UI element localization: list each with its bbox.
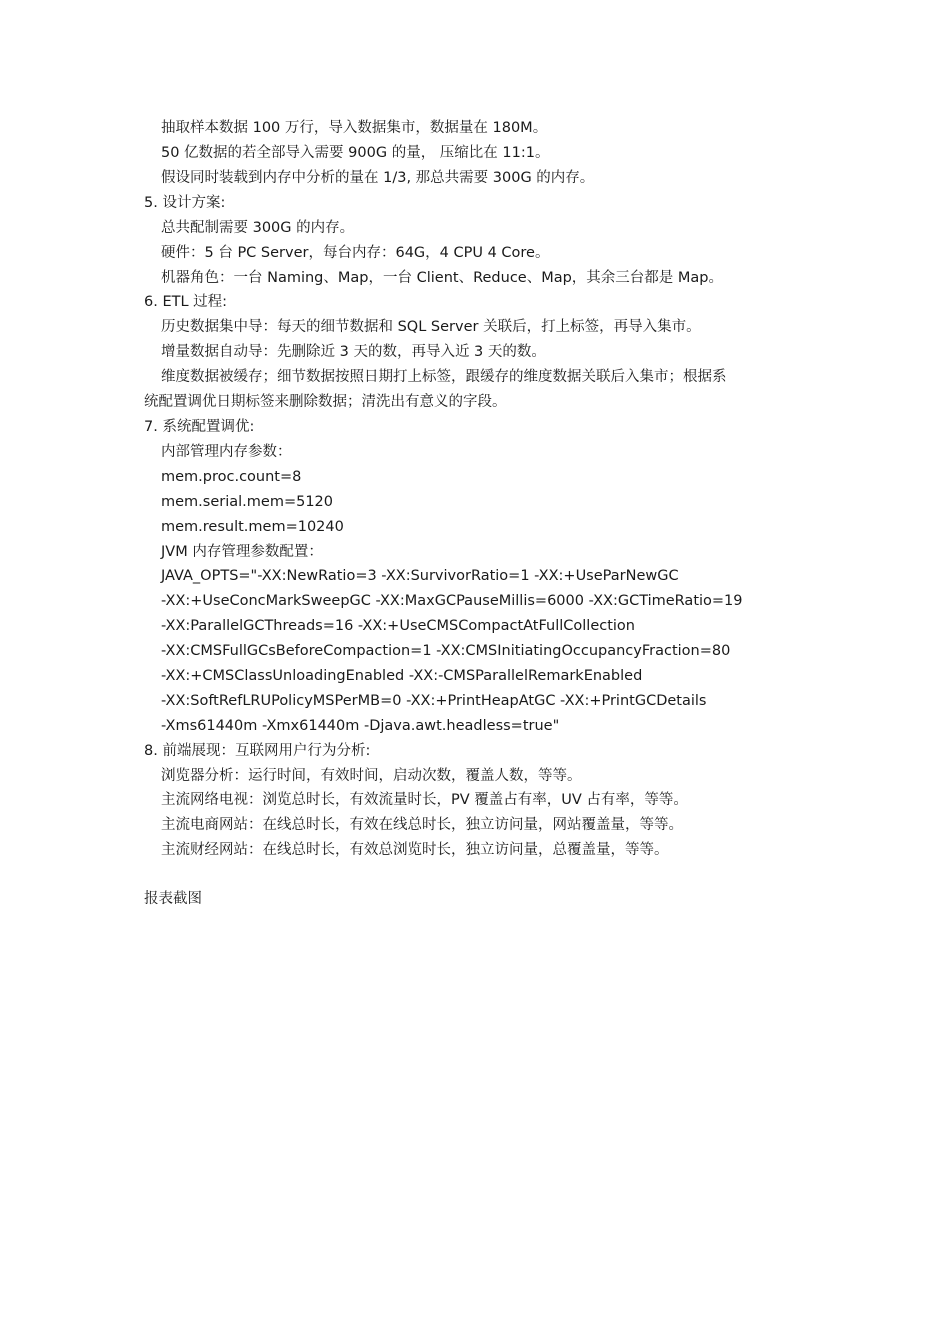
config-line: JAVA_OPTS="-XX:NewRatio=3 -XX:SurvivorRatio=1 -XX:+UseParNewGC [161, 568, 679, 584]
intro-line: 抽取样本数据 100 万行，导入数据集市，数据量在 180M。 [161, 120, 548, 136]
section-line: 主流电商网站：在线总时长，有效在线总时长，独立访问量，网站覆盖量，等等。 [161, 817, 683, 833]
section-line: 硬件：5 台 PC Server，每台内存：64G，4 CPU 4 Core。 [161, 245, 550, 261]
section-line: 机器角色：一台 Naming、Map，一台 Client、Reduce、Map，其余三台都是 Map。 [161, 270, 724, 286]
section-heading: 8. 前端展现：互联网用户行为分析: [144, 743, 371, 759]
config-line: -XX:ParallelGCThreads=16 -XX:+UseCMSCompactAtFullCollection [161, 618, 635, 634]
intro-line: 假设同时装载到内存中分析的量在 1/3, 那总共需要 300G 的内存。 [161, 170, 595, 186]
config-line: mem.proc.count=8 [161, 469, 302, 485]
config-line: -XX:SoftRefLRUPolicyMSPerMB=0 -XX:+PrintHeapAtGC -XX:+PrintGCDetails [161, 693, 707, 709]
section-line: 主流网络电视：浏览总时长，有效流量时长，PV 覆盖占有率，UV 占有率，等等。 [161, 792, 688, 808]
section-heading: 5. 设计方案: [144, 195, 226, 211]
section-heading: 6. ETL 过程: [144, 294, 228, 310]
config-line: -XX:CMSFullGCsBeforeCompaction=1 -XX:CMSInitiatingOccupancyFraction=80 [161, 643, 731, 659]
paragraph-line: 维度数据被缓存；细节数据按照日期打上标签，跟缓存的维度数据关联后入集市；根据系 [161, 369, 727, 385]
report-screenshot-label: 报表截图 [144, 891, 202, 907]
section-line: 内部管理内存参数： [161, 444, 292, 460]
section-heading: 7. 系统配置调优: [144, 419, 255, 435]
config-line: -Xms61440m -Xmx61440m -Djava.awt.headless=true" [161, 718, 560, 734]
config-line: mem.serial.mem=5120 [161, 494, 333, 510]
paragraph-line: 统配置调优日期标签来删除数据；清洗出有意义的字段。 [144, 394, 507, 410]
section-line: 历史数据集中导：每天的细节数据和 SQL Server 关联后，打上标签，再导入集市。 [161, 319, 701, 335]
section-line: 主流财经网站：在线总时长，有效总浏览时长，独立访问量，总覆盖量，等等。 [161, 842, 669, 858]
section-line: JVM 内存管理参数配置： [161, 544, 323, 560]
config-line: -XX:+CMSClassUnloadingEnabled -XX:-CMSParallelRemarkEnabled [161, 668, 643, 684]
config-line: mem.result.mem=10240 [161, 519, 344, 535]
intro-line: 50 亿数据的若全部导入需要 900G 的量， 压缩比在 11:1。 [161, 145, 550, 161]
config-line: -XX:+UseConcMarkSweepGC -XX:MaxGCPauseMillis=6000 -XX:GCTimeRatio=19 [161, 593, 743, 609]
section-line: 浏览器分析：运行时间，有效时间，启动次数，覆盖人数，等等。 [161, 768, 582, 784]
section-line: 总共配制需要 300G 的内存。 [161, 220, 355, 236]
section-line: 增量数据自动导：先删除近 3 天的数，再导入近 3 天的数。 [161, 344, 546, 360]
